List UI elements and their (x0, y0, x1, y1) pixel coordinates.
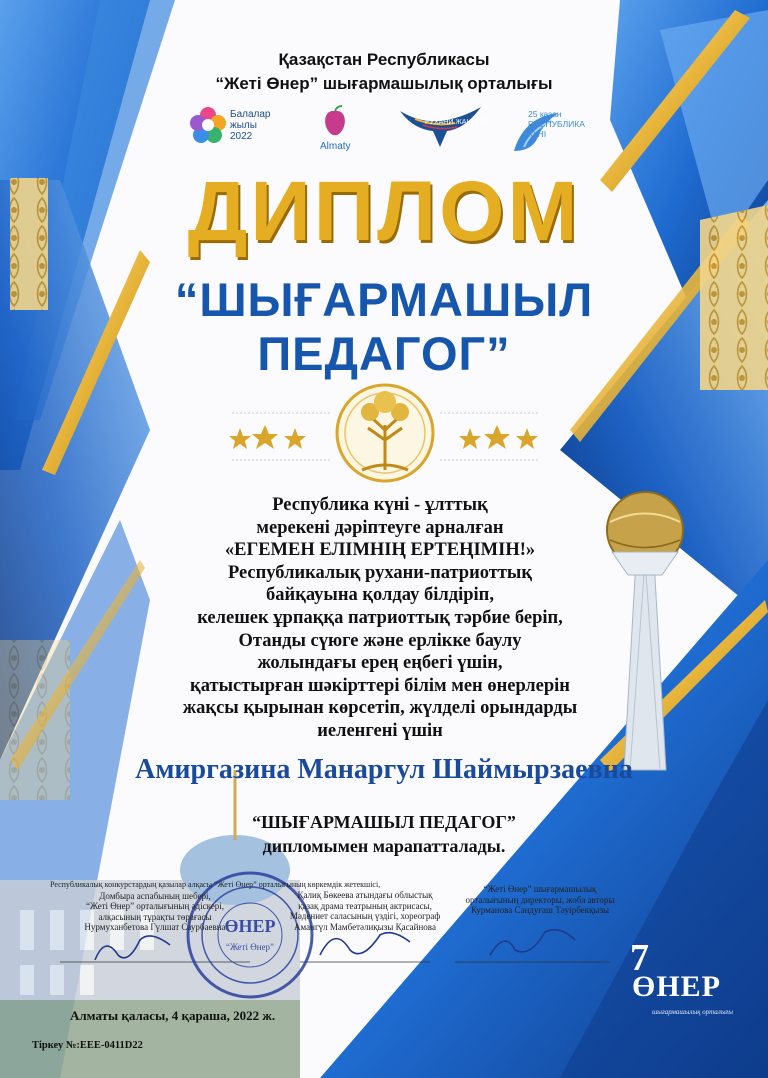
tree-emblem-icon (337, 385, 433, 481)
apple-icon (320, 105, 350, 137)
body-line: жақсы қырынан көрсетіп, жүлделі орындарды (182, 698, 578, 719)
stamp-center-text: ӨНЕР (224, 916, 276, 936)
organization-line-2: “Жеті Өнер” шығармашылық орталығы (215, 74, 553, 93)
almaty-logo: Almaty (312, 103, 362, 159)
body-line: «ЕГЕМЕН ЕЛІМНІҢ ЕРТЕҢІМІН!» (224, 540, 536, 561)
body-line: қатыстырған шәкірттері білім мен өнерлерін (190, 675, 570, 696)
diploma-title: ДИПЛОМ (187, 164, 581, 258)
flower-icon (188, 105, 228, 145)
registration-number: Тіркеу №:ЕЕЕ-0411D22 (32, 1040, 143, 1051)
award-reason-text (150, 494, 610, 743)
body-line: жолындағы ерең еңбегі үшін, (257, 653, 503, 674)
nomination-line-1: “ШЫҒАРМАШЫЛ (174, 273, 594, 326)
republic-day-logo: 25 қазан РЕСПУБЛИКА КҮНІ (512, 103, 584, 159)
recipient-name: Амиргазина Манаргул Шаймырзаевна (135, 754, 633, 785)
signature-right-block: “Жеті Өнер” шығармашылық орталығының директоры, жоба авторы Курманова Сандуғаш Тәуірбекқызы (465, 884, 615, 915)
body-line: мерекені дәріптеуге арналған (256, 517, 504, 538)
signature-middle-icon (320, 933, 410, 955)
award-statement: дипломымен марапатталады. (262, 836, 506, 856)
organization-line-1: Қазақстан Республикасы (278, 50, 490, 69)
body-line: Республикалық рухани-патриоттық (227, 562, 533, 583)
nomination-line-2: ПЕДАГОГ” (257, 327, 511, 380)
body-line: Республика күні - ұлттық (272, 495, 488, 515)
stamp-sub-text: “Жеті Өнер” (225, 942, 275, 952)
rukhani-zhangyru-logo: РУХАНИ ЖАҢҒЫРУ (395, 103, 490, 159)
balalar-zhyly-logo: Балалар жылы 2022 (188, 103, 278, 159)
signature-left-block: Республикалық конкурстардың қазылар алқасы “Жеті Өнер” орталығының көркемдік жетекшісі, Домбыра аспабының шебері, “Жеті Өнер” орталығының әдіскері, алқасының тұрақты төрағасы Нурмуханбетова Гүлшат Саурбаевна (50, 880, 381, 932)
zheti-oner-brand-logo: 7 ӨНЕР шығармашылық орталығы (630, 937, 734, 1016)
body-line: байқауына қолдау білдіріп, (266, 585, 494, 606)
award-title: “ШЫҒАРМАШЫЛ ПЕДАГОГ” (252, 812, 516, 832)
bird-icon (395, 103, 485, 149)
body-line: келешек ұрпаққа патриоттық тәрбие беріп, (197, 607, 563, 628)
issue-date: Алматы қаласы, 4 қараша, 2022 ж. (70, 1008, 276, 1023)
signature-middle-block: Қалиқ Бөкеева атындағы облыстық қазақ драма театрының актрисасы, Мәдениет саласының үздігі, хореограф Амангүл Мамбетәлиқызы Қасайнова (289, 890, 441, 932)
body-line: Отанды сүюге және ерлікке баулу (238, 630, 522, 651)
body-line: иеленгені үшін (317, 720, 443, 741)
